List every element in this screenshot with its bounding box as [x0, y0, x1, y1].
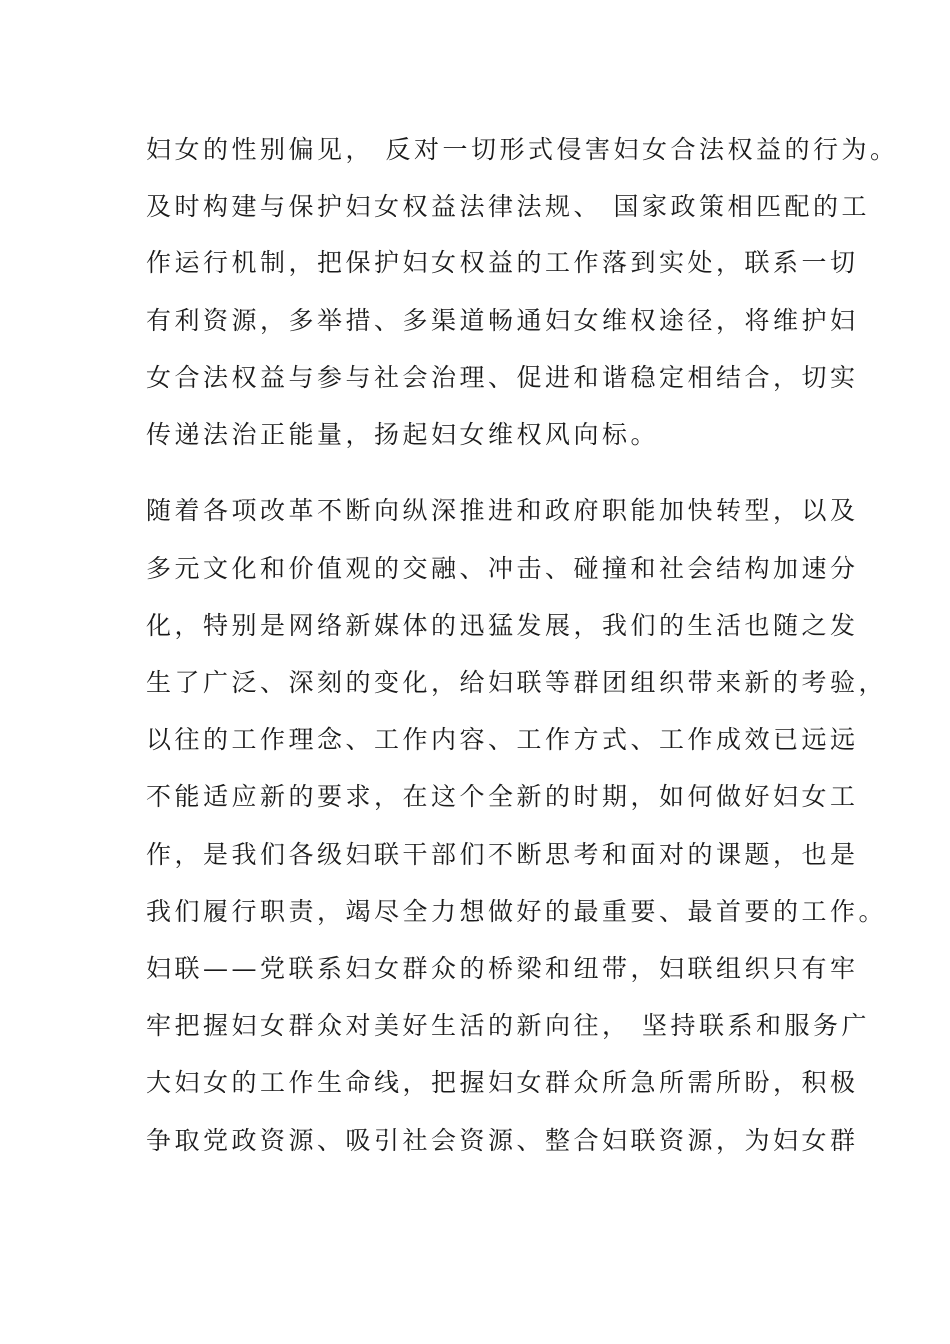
paragraph-1-line-5: 女合法权益与参与社会治理、促进和谐稳定相结合，切实: [146, 363, 859, 392]
paragraph-1-line-6: 传递法治正能量，扬起妇女维权风向标。: [146, 420, 660, 449]
paragraph-2-line-7: 作，是我们各级妇联干部们不断思考和面对的课题，也是: [146, 840, 859, 869]
paragraph-2-line-11: 大妇女的工作生命线，把握妇女群众所急所需所盼，积极: [146, 1068, 859, 1097]
paragraph-2-line-4: 生了广泛、深刻的变化，给妇联等群团组织带来新的考验，: [146, 668, 888, 697]
paragraph-1-line-2: 及时构建与保护妇女权益法律法规、 国家政策相匹配的工: [146, 192, 870, 221]
paragraph-2-line-1: 随着各项改革不断向纵深推进和政府职能加快转型，以及: [146, 496, 859, 525]
paragraph-2-line-10: 牢把握妇女群众对美好生活的新向往， 坚持联系和服务广: [146, 1011, 870, 1040]
paragraph-2-line-9: 妇联——党联系妇女群众的桥梁和纽带，妇联组织只有牢: [146, 954, 859, 983]
paragraph-2-line-6: 不能适应新的要求，在这个全新的时期，如何做好妇女工: [146, 782, 859, 811]
paragraph-2-line-5: 以往的工作理念、工作内容、工作方式、工作成效已远远: [146, 725, 859, 754]
paragraph-2-line-8: 我们履行职责，竭尽全力想做好的最重要、最首要的工作。: [146, 897, 888, 926]
paragraph-2-line-3: 化，特别是网络新媒体的迅猛发展，我们的生活也随之发: [146, 611, 859, 640]
paragraph-1-line-4: 有利资源，多举措、多渠道畅通妇女维权途径，将维护妇: [146, 306, 859, 335]
paragraph-2-line-12: 争取党政资源、吸引社会资源、整合妇联资源，为妇女群: [146, 1126, 859, 1155]
paragraph-2-line-2: 多元文化和价值观的交融、冲击、碰撞和社会结构加速分: [146, 554, 859, 583]
paragraph-1-line-3: 作运行机制，把保护妇女权益的工作落到实处，联系一切: [146, 248, 859, 277]
paragraph-1-line-1: 妇女的性别偏见， 反对一切形式侵害妇女合法权益的行为。: [146, 135, 899, 164]
